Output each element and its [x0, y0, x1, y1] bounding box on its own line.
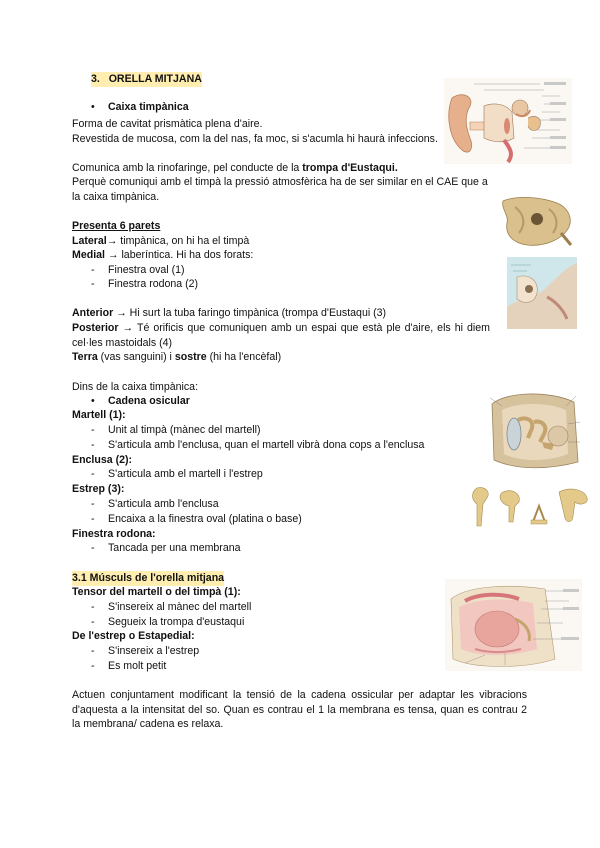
medial-wall-figure	[507, 257, 577, 329]
ossicles-figure	[463, 482, 593, 530]
middle-ear-muscles-figure	[445, 579, 582, 671]
caixa-line3: Comunica amb la rinofaringe, pel conducte de la trompa d'Eustaqui.	[72, 162, 398, 174]
paret-anterior: Anterior → Hi surt la tuba faringo timpànica (trompa d'Eustaqui (3)	[72, 307, 387, 319]
paret-medial: Medial → laberíntica. Hi ha dos forats:	[72, 249, 254, 261]
trompa-eustaqui: trompa d'Eustaqui.	[302, 162, 398, 174]
section-number: 3.	[91, 73, 100, 85]
martell-label: Martell (1):	[72, 409, 126, 421]
ossicle-cavity-figure	[488, 392, 582, 470]
finestra-label: Finestra rodona:	[72, 528, 156, 540]
estapedial-label: De l'estrep o Estapedial:	[72, 630, 195, 642]
bullet-icon: •	[91, 101, 95, 113]
section-heading	[91, 72, 202, 87]
caixa-line2: Revestida de mucosa, com la del nas, fa moc, si s'acumla hi haurà infeccions.	[72, 133, 438, 145]
temporal-bone-figure	[497, 193, 577, 251]
section-title: ORELLA MITJANA	[108, 73, 202, 85]
ear-anatomy-figure	[444, 78, 572, 164]
enclusa-label: Enclusa (2):	[72, 454, 133, 466]
muscles-closing: Actuen conjuntament modificant la tensió de la cadena ossicular per adaptar les vibracions d'aquesta a la intensitat del so. Quan es contrau el 1 la membrana es tensa, quan es contrau 2 la membrana/ cadena es relaxa.	[72, 689, 527, 731]
paret-lateral: Lateral→ timpànica, on hi ha el timpà	[72, 235, 250, 247]
bullet-icon: •	[91, 395, 95, 407]
estrep-label: Estrep (3):	[72, 483, 125, 495]
muscles-heading: 3.1 Músculs de l'orella mitjana	[72, 572, 225, 584]
parets-heading: Presenta 6 parets	[72, 220, 161, 232]
cadena-intro: Dins de la caixa timpànica:	[72, 381, 199, 393]
paret-terra-sostre: Terra (vas sanguini) i sostre (hi ha l'encèfal)	[72, 351, 282, 363]
caixa-line1: Forma de cavitat prismàtica plena d'aire.	[72, 118, 263, 130]
caixa-line4: Perquè comuniqui amb el timpà la pressió atmosfèrica ha de ser similar en el CAE que a la caixa timpànica.	[72, 176, 488, 203]
tensor-label: Tensor del martell o del timpà (1):	[72, 586, 241, 598]
paret-posterior: Posterior → Té orificis que comuniquen amb un espai que està ple d'aire, els hi diem cel·les mastoidals (4)	[72, 322, 490, 349]
